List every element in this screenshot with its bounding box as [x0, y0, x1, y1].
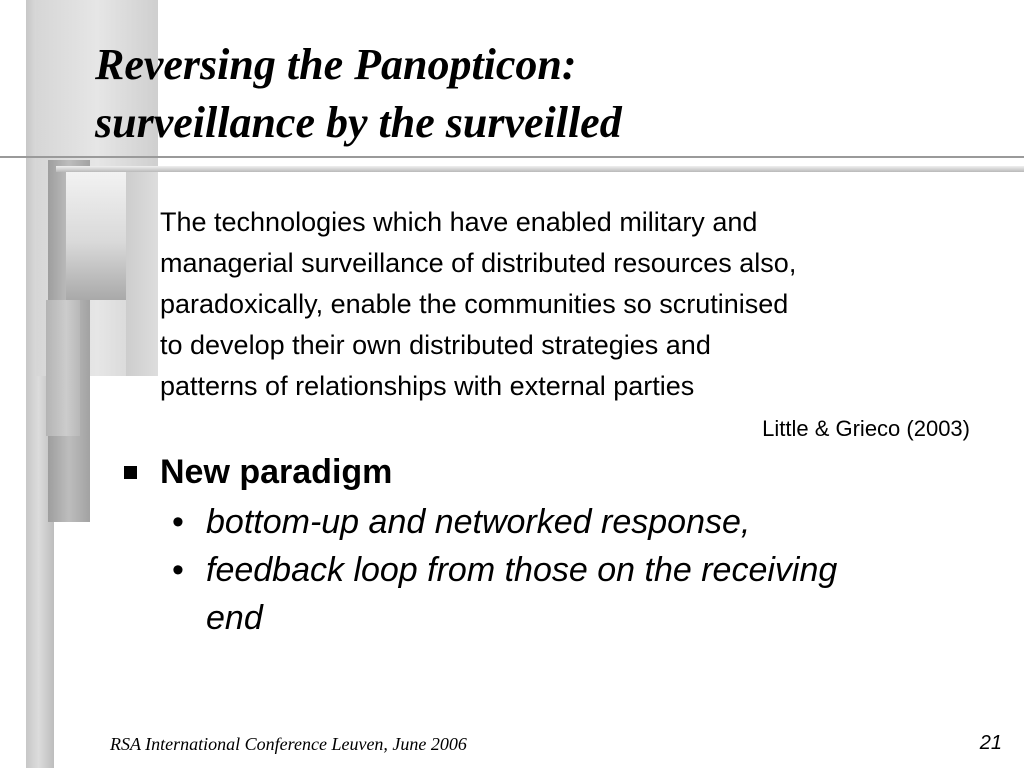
- quote-line: patterns of relationships with external parties: [160, 371, 695, 401]
- sub-bullet-item: [172, 498, 750, 546]
- decorative-bar: [46, 300, 80, 436]
- title-divider: [0, 156, 1024, 158]
- slide-title: [95, 36, 622, 152]
- quote-line: The technologies which have enabled military and: [160, 207, 758, 237]
- decorative-bar: [66, 172, 126, 300]
- sub-bullet-line: feedback loop from those on the receiving: [206, 551, 838, 589]
- citation: Little & Grieco (2003): [762, 416, 970, 441]
- slide-title-line: surveillance by the surveilled: [95, 98, 622, 147]
- decorative-bar: [126, 172, 158, 376]
- quote-text: [160, 202, 980, 407]
- square-bullet-icon: [124, 466, 137, 479]
- quote-line: to develop their own distributed strategies and: [160, 330, 711, 360]
- bullet-dot-icon: •: [172, 503, 184, 541]
- slide-title-line: Reversing the Panopticon:: [95, 40, 577, 89]
- bullet-heading: New paradigm: [160, 453, 393, 491]
- bullet-dot-icon: •: [172, 551, 184, 589]
- title-divider-shadow: [56, 166, 1024, 172]
- sub-bullet-line: end: [206, 599, 263, 637]
- quote-line: paradoxically, enable the communities so scrutinised: [160, 289, 789, 319]
- sub-bullet-line: bottom-up and networked response,: [206, 503, 751, 541]
- page-number: 21: [979, 732, 1002, 754]
- footer-text: RSA International Conference Leuven, June 2006: [110, 734, 467, 754]
- quote-line: managerial surveillance of distributed resources also,: [160, 248, 797, 278]
- sub-bullet-item: [172, 546, 837, 642]
